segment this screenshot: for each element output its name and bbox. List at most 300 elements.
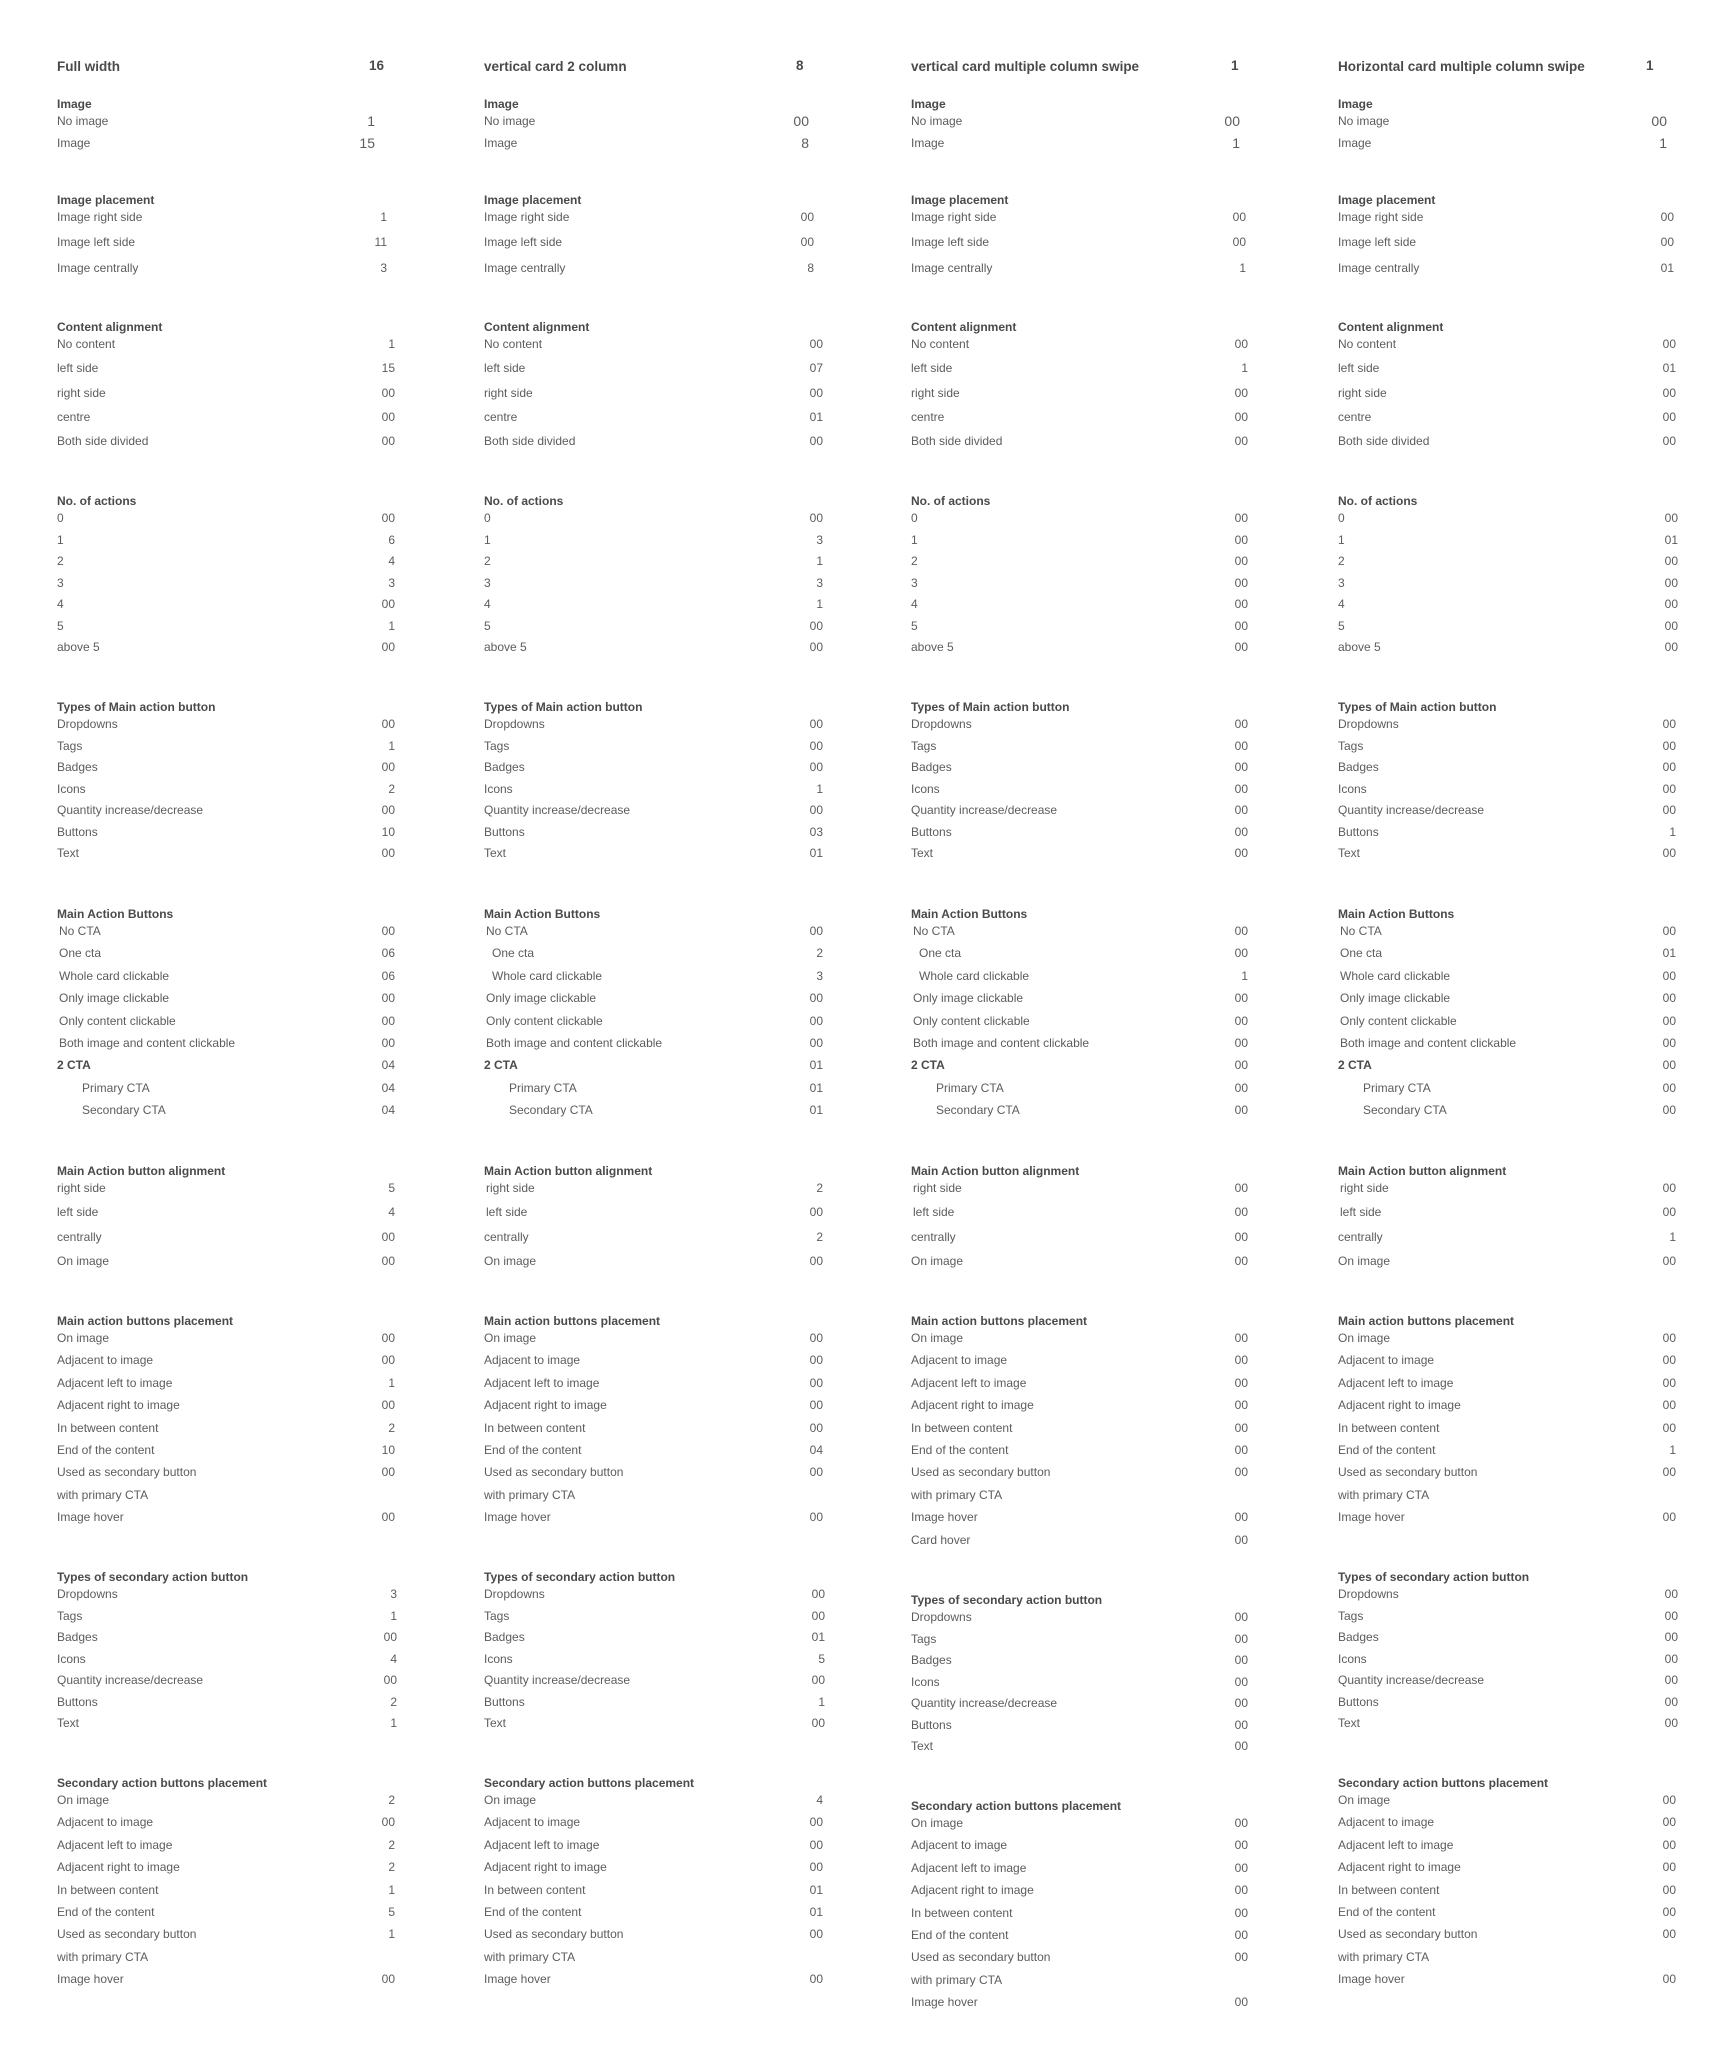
stat-row — [57, 825, 417, 841]
stat-value: 00 — [809, 511, 823, 525]
stat-value: 00 — [1662, 738, 1676, 753]
stat-value: 00 — [1234, 597, 1248, 611]
stat-label: In between content — [1338, 1420, 1440, 1435]
stat-value: 00 — [793, 113, 809, 129]
stat-row — [57, 210, 417, 226]
stat-label: 3 — [484, 575, 491, 590]
stat-label: Both side divided — [57, 434, 149, 449]
section-heading-secondary-action-buttons-placement: Secondary action buttons placement — [911, 1799, 1122, 1813]
stat-row — [484, 991, 844, 1007]
stat-label: 2 CTA — [57, 1058, 91, 1073]
stat-label: On image — [484, 1331, 537, 1345]
stat-value: 00 — [1662, 1860, 1676, 1875]
column-header — [57, 58, 417, 76]
stat-label: Whole card clickable — [919, 968, 1030, 983]
stat-value: 00 — [1234, 1398, 1248, 1413]
stat-row — [484, 846, 844, 862]
stat-label: Adjacent left to image — [911, 1375, 1027, 1390]
stat-label: Card hover — [911, 1532, 971, 1547]
stat-row — [1338, 434, 1698, 450]
stat-label: Image right side — [1338, 210, 1424, 224]
stat-value: 00 — [1664, 618, 1678, 633]
stat-row — [57, 1398, 417, 1414]
section-heading-image-placement: Image placement — [911, 193, 1009, 207]
stat-row — [911, 554, 1271, 570]
stat-row — [1338, 924, 1698, 940]
section-heading-secondary-action-buttons-placement: Secondary action buttons placement — [1338, 1776, 1549, 1790]
stat-row — [911, 991, 1271, 1007]
stat-row — [911, 1331, 1271, 1347]
stat-label: Whole card clickable — [1340, 968, 1451, 983]
stat-row — [57, 554, 417, 570]
stat-value: 00 — [1234, 337, 1248, 351]
stat-row — [911, 1398, 1271, 1414]
stat-value: 00 — [809, 1465, 823, 1480]
stat-label: In between content — [911, 1905, 1013, 1920]
stat-value: 2 — [816, 1229, 823, 1244]
stat-value: 00 — [381, 640, 395, 654]
stat-value: 00 — [1662, 781, 1676, 796]
stat-row — [1338, 969, 1698, 985]
stat-row — [57, 846, 417, 862]
stat-row — [1338, 1950, 1698, 1966]
stat-value: 1 — [388, 1375, 395, 1390]
stat-row — [1338, 361, 1698, 377]
stat-label: One cta — [919, 946, 962, 961]
stat-value: 00 — [1234, 1465, 1248, 1480]
stat-value: 00 — [381, 1229, 395, 1244]
stat-value: 00 — [1234, 1739, 1248, 1753]
stat-value: 00 — [1662, 968, 1676, 983]
stat-row — [484, 924, 844, 940]
stat-row — [484, 1815, 844, 1831]
stat-row — [1338, 410, 1698, 426]
stat-value: 00 — [1662, 337, 1676, 351]
stat-label: centre — [484, 409, 518, 424]
stat-label: Dropdowns — [57, 1587, 118, 1601]
stat-label: Adjacent to image — [911, 1838, 1008, 1853]
stat-value: 00 — [1234, 385, 1248, 400]
stat-label: with primary CTA — [484, 1487, 576, 1502]
stat-label: 5 — [911, 618, 918, 633]
stat-label: One cta — [492, 946, 535, 961]
stat-value: 00 — [1664, 1716, 1678, 1730]
stat-value: 00 — [1234, 618, 1248, 633]
stat-label: Image hover — [484, 1972, 551, 1987]
stat-label: Badges — [1338, 1630, 1379, 1644]
stat-label: End of the content — [1338, 1905, 1436, 1919]
stat-label: Whole card clickable — [492, 968, 603, 983]
stat-value: 1 — [380, 210, 387, 224]
stat-label: Secondary CTA — [936, 1103, 1020, 1118]
stat-value: 00 — [1234, 409, 1248, 424]
stat-label: Adjacent left to image — [484, 1375, 600, 1390]
stat-value: 00 — [1664, 1587, 1678, 1601]
stat-row — [57, 1609, 417, 1625]
section-heading-main-action-button-alignment: Main Action button alignment — [57, 1164, 226, 1178]
section-heading-no-of-actions: No. of actions — [1338, 494, 1418, 508]
stat-row — [484, 434, 844, 450]
stat-row — [484, 1443, 844, 1459]
stat-row — [1338, 1254, 1698, 1270]
column-title: vertical card multiple column swipe — [911, 59, 1140, 74]
stat-row — [911, 1488, 1271, 1504]
stat-label: Dropdowns — [911, 717, 972, 731]
stat-value: 00 — [1234, 991, 1248, 1006]
stat-value: 1 — [1669, 1443, 1676, 1457]
stat-value: 00 — [809, 1205, 823, 1220]
stat-value: 00 — [1234, 1532, 1248, 1547]
stat-row — [911, 410, 1271, 426]
stat-label: Adjacent to image — [484, 1815, 581, 1830]
stat-value: 06 — [381, 946, 395, 961]
stat-row — [911, 924, 1271, 940]
stat-row — [1338, 235, 1698, 251]
stat-row — [1338, 554, 1698, 570]
section-heading-main-action-buttons: Main Action Buttons — [57, 907, 174, 921]
stat-value: 00 — [1662, 1815, 1676, 1830]
stat-row — [1338, 1398, 1698, 1414]
stat-value: 00 — [1662, 385, 1676, 400]
stat-row — [911, 1465, 1271, 1481]
stat-label: Adjacent right to image — [57, 1860, 180, 1875]
stat-row — [57, 576, 417, 592]
stat-label: Image — [1338, 135, 1372, 150]
stat-row — [911, 1058, 1271, 1074]
stat-label: Buttons — [911, 824, 952, 839]
stat-label: above 5 — [911, 640, 954, 654]
stat-value: 3 — [816, 575, 823, 590]
stat-label: Image centrally — [1338, 260, 1420, 275]
stat-value: 8 — [801, 134, 809, 151]
stat-value: 00 — [809, 803, 823, 817]
stat-value: 00 — [383, 1630, 397, 1644]
stat-row — [484, 1883, 844, 1899]
stat-value: 00 — [1664, 575, 1678, 590]
stat-row — [1338, 1465, 1698, 1481]
stat-value: 4 — [390, 1651, 397, 1666]
stat-value: 00 — [1662, 434, 1676, 449]
stat-row — [57, 1716, 417, 1732]
stat-label: with primary CTA — [57, 1949, 149, 1964]
stat-row — [1338, 1652, 1698, 1668]
stat-row — [484, 1398, 844, 1414]
stat-row — [484, 1905, 844, 1921]
stat-value: 00 — [381, 1331, 395, 1345]
stat-value: 4 — [388, 1205, 395, 1220]
stat-value: 00 — [1234, 1653, 1248, 1667]
column-count: 1 — [1646, 58, 1654, 73]
stat-label: with primary CTA — [1338, 1487, 1430, 1502]
stat-value: 00 — [1234, 640, 1248, 654]
stat-row — [484, 1353, 844, 1369]
stat-value: 00 — [1234, 575, 1248, 590]
stat-value: 2 — [388, 1793, 395, 1807]
stat-row — [911, 1696, 1271, 1712]
stat-value: 00 — [1662, 1013, 1676, 1028]
stat-label: 2 CTA — [1338, 1058, 1372, 1073]
stat-row — [911, 1995, 1271, 2011]
stat-row — [1338, 337, 1698, 353]
stat-label: On image — [1338, 1253, 1391, 1268]
stat-row — [484, 261, 844, 277]
stat-label: Text — [1338, 846, 1361, 860]
stat-label: Primary CTA — [936, 1080, 1004, 1095]
stat-value: 04 — [381, 1058, 395, 1073]
stat-row — [484, 1695, 844, 1711]
stat-label: Text — [911, 1739, 934, 1753]
stat-label: 3 — [57, 575, 64, 590]
stat-label: On image — [484, 1253, 537, 1268]
stat-label: Buttons — [1338, 1694, 1379, 1709]
stat-row — [484, 1376, 844, 1392]
stat-row — [1338, 1421, 1698, 1437]
stat-label: Image hover — [1338, 1510, 1405, 1525]
stat-row — [1338, 1927, 1698, 1943]
section-heading-image-placement: Image placement — [1338, 193, 1436, 207]
stat-label: 5 — [484, 618, 491, 633]
stat-row — [1338, 114, 1698, 130]
stat-row — [57, 1014, 417, 1030]
section-heading-image: Image — [1338, 97, 1373, 111]
stat-row — [911, 1014, 1271, 1030]
stat-row — [911, 717, 1271, 733]
section-heading-main-action-button-alignment: Main Action button alignment — [911, 1164, 1080, 1178]
stat-row — [484, 1230, 844, 1246]
stat-value: 5 — [388, 1905, 395, 1919]
stat-row — [911, 1181, 1271, 1197]
section-heading-main-action-buttons: Main Action Buttons — [484, 907, 601, 921]
stat-row — [911, 1353, 1271, 1369]
stat-value: 10 — [381, 1443, 395, 1457]
stat-label: On image — [1338, 1331, 1391, 1345]
stat-value: 00 — [1662, 1510, 1676, 1525]
stat-row — [484, 1838, 844, 1854]
stat-value: 04 — [381, 1080, 395, 1095]
stat-row — [57, 1793, 417, 1809]
stat-value: 00 — [1234, 760, 1248, 774]
stat-row — [911, 1421, 1271, 1437]
stat-row — [57, 946, 417, 962]
stat-row — [911, 1928, 1271, 1944]
stat-value: 00 — [381, 597, 395, 611]
stat-label: No image — [57, 114, 109, 128]
stat-row — [1338, 1695, 1698, 1711]
stat-row — [57, 1695, 417, 1711]
stat-label: 4 — [911, 597, 918, 611]
stat-label: Adjacent left to image — [1338, 1375, 1454, 1390]
stat-value: 5 — [818, 1651, 825, 1666]
column-header — [484, 58, 844, 76]
stat-value: 3 — [816, 532, 823, 547]
section-heading-types-of-secondary-action-button: Types of secondary action button — [911, 1593, 1103, 1607]
stat-value: 00 — [800, 235, 814, 250]
stat-row — [1338, 739, 1698, 755]
stat-value: 00 — [811, 1716, 825, 1730]
stat-label: 0 — [1338, 511, 1345, 525]
stat-label: Adjacent left to image — [484, 1837, 600, 1852]
stat-row — [484, 1510, 844, 1526]
stat-row — [911, 1103, 1271, 1119]
stat-label: On image — [1338, 1793, 1391, 1807]
stat-row — [484, 554, 844, 570]
stat-label: Quantity increase/decrease — [911, 1696, 1058, 1710]
stat-row — [57, 1950, 417, 1966]
stat-label: No image — [1338, 114, 1390, 128]
stat-value: 00 — [809, 738, 823, 753]
stat-label: centrally — [1338, 1229, 1383, 1244]
stat-value: 00 — [381, 717, 395, 731]
stat-row — [911, 1718, 1271, 1734]
stat-value: 00 — [1234, 1253, 1248, 1268]
stat-value: 00 — [1234, 1950, 1248, 1965]
column-count: 1 — [1231, 58, 1239, 73]
stat-row — [911, 1906, 1271, 1922]
stat-value: 4 — [816, 1793, 823, 1807]
stat-label: Adjacent right to image — [1338, 1860, 1461, 1875]
stat-row — [484, 1673, 844, 1689]
stat-value: 1 — [388, 337, 395, 351]
stat-row — [484, 533, 844, 549]
stat-value: 00 — [1234, 1860, 1248, 1875]
stat-label: Image left side — [57, 235, 136, 250]
stat-value: 00 — [1662, 803, 1676, 817]
stat-value: 1 — [1232, 134, 1240, 151]
stat-row — [911, 1254, 1271, 1270]
stat-label: Both image and content clickable — [1340, 1036, 1517, 1050]
stat-value: 01 — [1662, 361, 1676, 376]
section-heading-no-of-actions: No. of actions — [484, 494, 564, 508]
stat-value: 00 — [1234, 1375, 1248, 1390]
stat-row — [1338, 1036, 1698, 1052]
stat-label: 1 — [57, 532, 64, 547]
stat-label: 5 — [1338, 618, 1345, 633]
stat-row — [484, 1103, 844, 1119]
stat-label: 0 — [911, 511, 918, 525]
stat-row — [484, 1950, 844, 1966]
stat-value: 00 — [1234, 1838, 1248, 1853]
stat-row — [57, 619, 417, 635]
stat-row — [911, 210, 1271, 226]
stat-value: 00 — [811, 1608, 825, 1623]
stat-row — [911, 261, 1271, 277]
stat-value: 01 — [1664, 532, 1678, 547]
stat-label: Only content clickable — [486, 1013, 603, 1028]
stat-row — [911, 1230, 1271, 1246]
stat-row — [1338, 1838, 1698, 1854]
stat-label: Image right side — [57, 210, 143, 224]
stat-label: above 5 — [57, 640, 100, 654]
stat-label: 4 — [57, 597, 64, 611]
stat-value: 06 — [381, 968, 395, 983]
stat-row — [484, 969, 844, 985]
stat-value: 01 — [1660, 260, 1674, 275]
stat-value: 00 — [381, 760, 395, 774]
stat-row — [1338, 1331, 1698, 1347]
stat-row — [911, 1443, 1271, 1459]
stat-row — [1338, 1905, 1698, 1921]
stat-row — [57, 1376, 417, 1392]
stat-row — [57, 361, 417, 377]
stat-label: centre — [911, 409, 945, 424]
stat-value: 00 — [381, 991, 395, 1006]
stat-label: Image — [484, 135, 518, 150]
stat-value: 3 — [380, 260, 387, 275]
stat-row — [1338, 760, 1698, 776]
stat-label: Image hover — [911, 1995, 978, 2010]
stat-row — [57, 1081, 417, 1097]
stat-label: right side — [57, 385, 106, 400]
stat-label: No CTA — [1340, 924, 1382, 938]
stat-row — [57, 1421, 417, 1437]
stat-value: 00 — [1234, 946, 1248, 961]
stat-label: No content — [57, 337, 116, 351]
stat-value: 1 — [388, 618, 395, 633]
stat-label: Adjacent left to image — [57, 1837, 173, 1852]
stat-value: 00 — [1234, 1674, 1248, 1689]
stat-label: Badges — [57, 1630, 98, 1644]
stat-label: Image hover — [484, 1510, 551, 1525]
stat-label: Buttons — [484, 1694, 525, 1709]
stat-row — [1338, 1058, 1698, 1074]
stat-label: Quantity increase/decrease — [57, 803, 204, 817]
stat-value: 00 — [1660, 210, 1674, 224]
stat-label: No content — [484, 337, 543, 351]
stat-label: No CTA — [913, 924, 955, 938]
stat-value: 00 — [1664, 1673, 1678, 1687]
stat-value: 00 — [1662, 1793, 1676, 1807]
stat-value: 00 — [1234, 824, 1248, 839]
stat-label: Buttons — [57, 1694, 98, 1709]
stat-value: 00 — [809, 1927, 823, 1942]
stat-value: 00 — [809, 1013, 823, 1028]
stat-row — [57, 1254, 417, 1270]
stat-value: 1 — [367, 113, 375, 129]
stat-label: Both image and content clickable — [59, 1036, 236, 1050]
stat-label: Badges — [1338, 760, 1379, 774]
stat-row — [484, 1036, 844, 1052]
stat-label: Quantity increase/decrease — [484, 1673, 631, 1687]
stat-value: 00 — [381, 1510, 395, 1525]
stat-value: 2 — [388, 1420, 395, 1435]
stat-value: 00 — [1234, 1205, 1248, 1220]
stat-label: right side — [1340, 1181, 1389, 1195]
stat-label: Adjacent right to image — [484, 1860, 607, 1875]
stat-value: 00 — [1234, 1816, 1248, 1830]
stat-label: 0 — [57, 511, 64, 525]
stat-label: On image — [911, 1331, 964, 1345]
section-heading-image-placement: Image placement — [484, 193, 582, 207]
stat-label: Image hover — [1338, 1972, 1405, 1987]
stat-row — [57, 991, 417, 1007]
stat-row — [484, 136, 844, 152]
stat-row — [57, 1205, 417, 1221]
stat-label: Adjacent right to image — [1338, 1398, 1461, 1413]
stat-value: 00 — [811, 1673, 825, 1687]
stat-value: 00 — [381, 1465, 395, 1480]
stat-value: 00 — [381, 1972, 395, 1987]
stat-value: 1 — [816, 597, 823, 611]
stat-value: 03 — [809, 824, 823, 839]
stat-value: 1 — [390, 1608, 397, 1623]
section-heading-types-of-secondary-action-button: Types of secondary action button — [57, 1570, 249, 1584]
stat-row — [57, 1860, 417, 1876]
stat-label: Image centrally — [911, 260, 993, 275]
stat-value: 3 — [390, 1587, 397, 1601]
stat-row — [484, 361, 844, 377]
stat-row — [484, 1181, 844, 1197]
column-header — [1338, 58, 1698, 76]
